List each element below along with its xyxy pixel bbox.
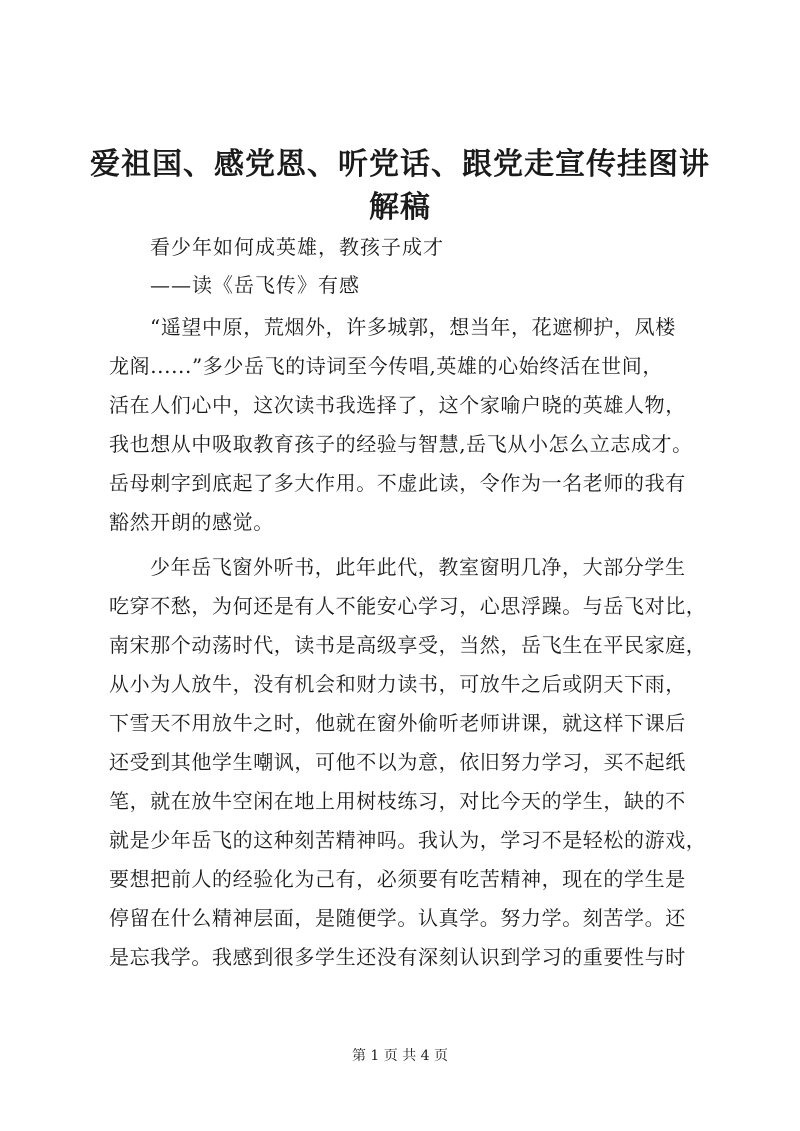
subtitle-1: 看少年如何成英雄，教孩子成才 <box>150 235 444 259</box>
body-line-17: 是忘我学。我感到很多学生还没有深刻认识到学习的重要性与时 <box>109 945 686 969</box>
body-line-16: 停留在什么精神层面，是随便学。认真学。努力学。刻苦学。还 <box>109 906 686 930</box>
body-line-6: 豁然开朗的感觉。 <box>109 510 274 534</box>
body-line-11: 下雪天不用放牛之时，他就在窗外偷听老师讲课，就这样下课后 <box>109 711 686 735</box>
document-title-line-1: 爱祖国、感党恩、听党话、跟党走宣传挂图讲 <box>90 147 710 182</box>
body-line-5: 岳母刺字到底起了多大作用。不虚此读，令作为一名老师的我有 <box>109 471 686 495</box>
body-line-8: 吃穿不愁，为何还是有人不能安心学习，心思浮躁。与岳飞对比， <box>109 594 707 618</box>
body-line-9: 南宋那个动荡时代，读书是高级享受，当然，岳飞生在平民家庭， <box>109 633 707 657</box>
body-line-2: 龙阁......”多少岳飞的诗词至今传唱,英雄的心始终活在世间， <box>109 354 663 378</box>
body-line-12: 还受到其他学生嘲讽，可他不以为意，依旧努力学习，买不起纸 <box>109 750 686 774</box>
body-line-15: 要想把前人的经验化为己有，必须要有吃苦精神，现在的学生是 <box>109 867 686 891</box>
page-footer: 第 1 页 共 4 页 <box>351 1048 449 1064</box>
body-line-13: 笔，就在放牛空闲在地上用树枝练习，对比今天的学生，缺的不 <box>109 789 686 813</box>
body-line-1: “遥望中原，荒烟外，许多城郭，想当年，花遮柳护，凤楼 <box>150 315 676 339</box>
body-line-14: 就是少年岳飞的这种刻苦精神吗。我认为，学习不是轻松的游戏， <box>109 828 707 852</box>
body-line-7: 少年岳飞窗外听书，此年此代，教室窗明几净，大部分学生 <box>150 555 686 579</box>
body-line-3: 活在人们心中，这次读书我选择了，这个家喻户晓的英雄人物， <box>109 393 686 417</box>
subtitle-2: ——读《岳飞传》有感 <box>150 273 360 297</box>
document-title-line-2: 解稿 <box>369 190 431 225</box>
body-line-10: 从小为人放牛，没有机会和财力读书，可放牛之后或阴天下雨， <box>109 672 686 696</box>
body-line-4: 我也想从中吸取教育孩子的经验与智慧,岳飞从小怎么立志成才。 <box>109 432 693 456</box>
